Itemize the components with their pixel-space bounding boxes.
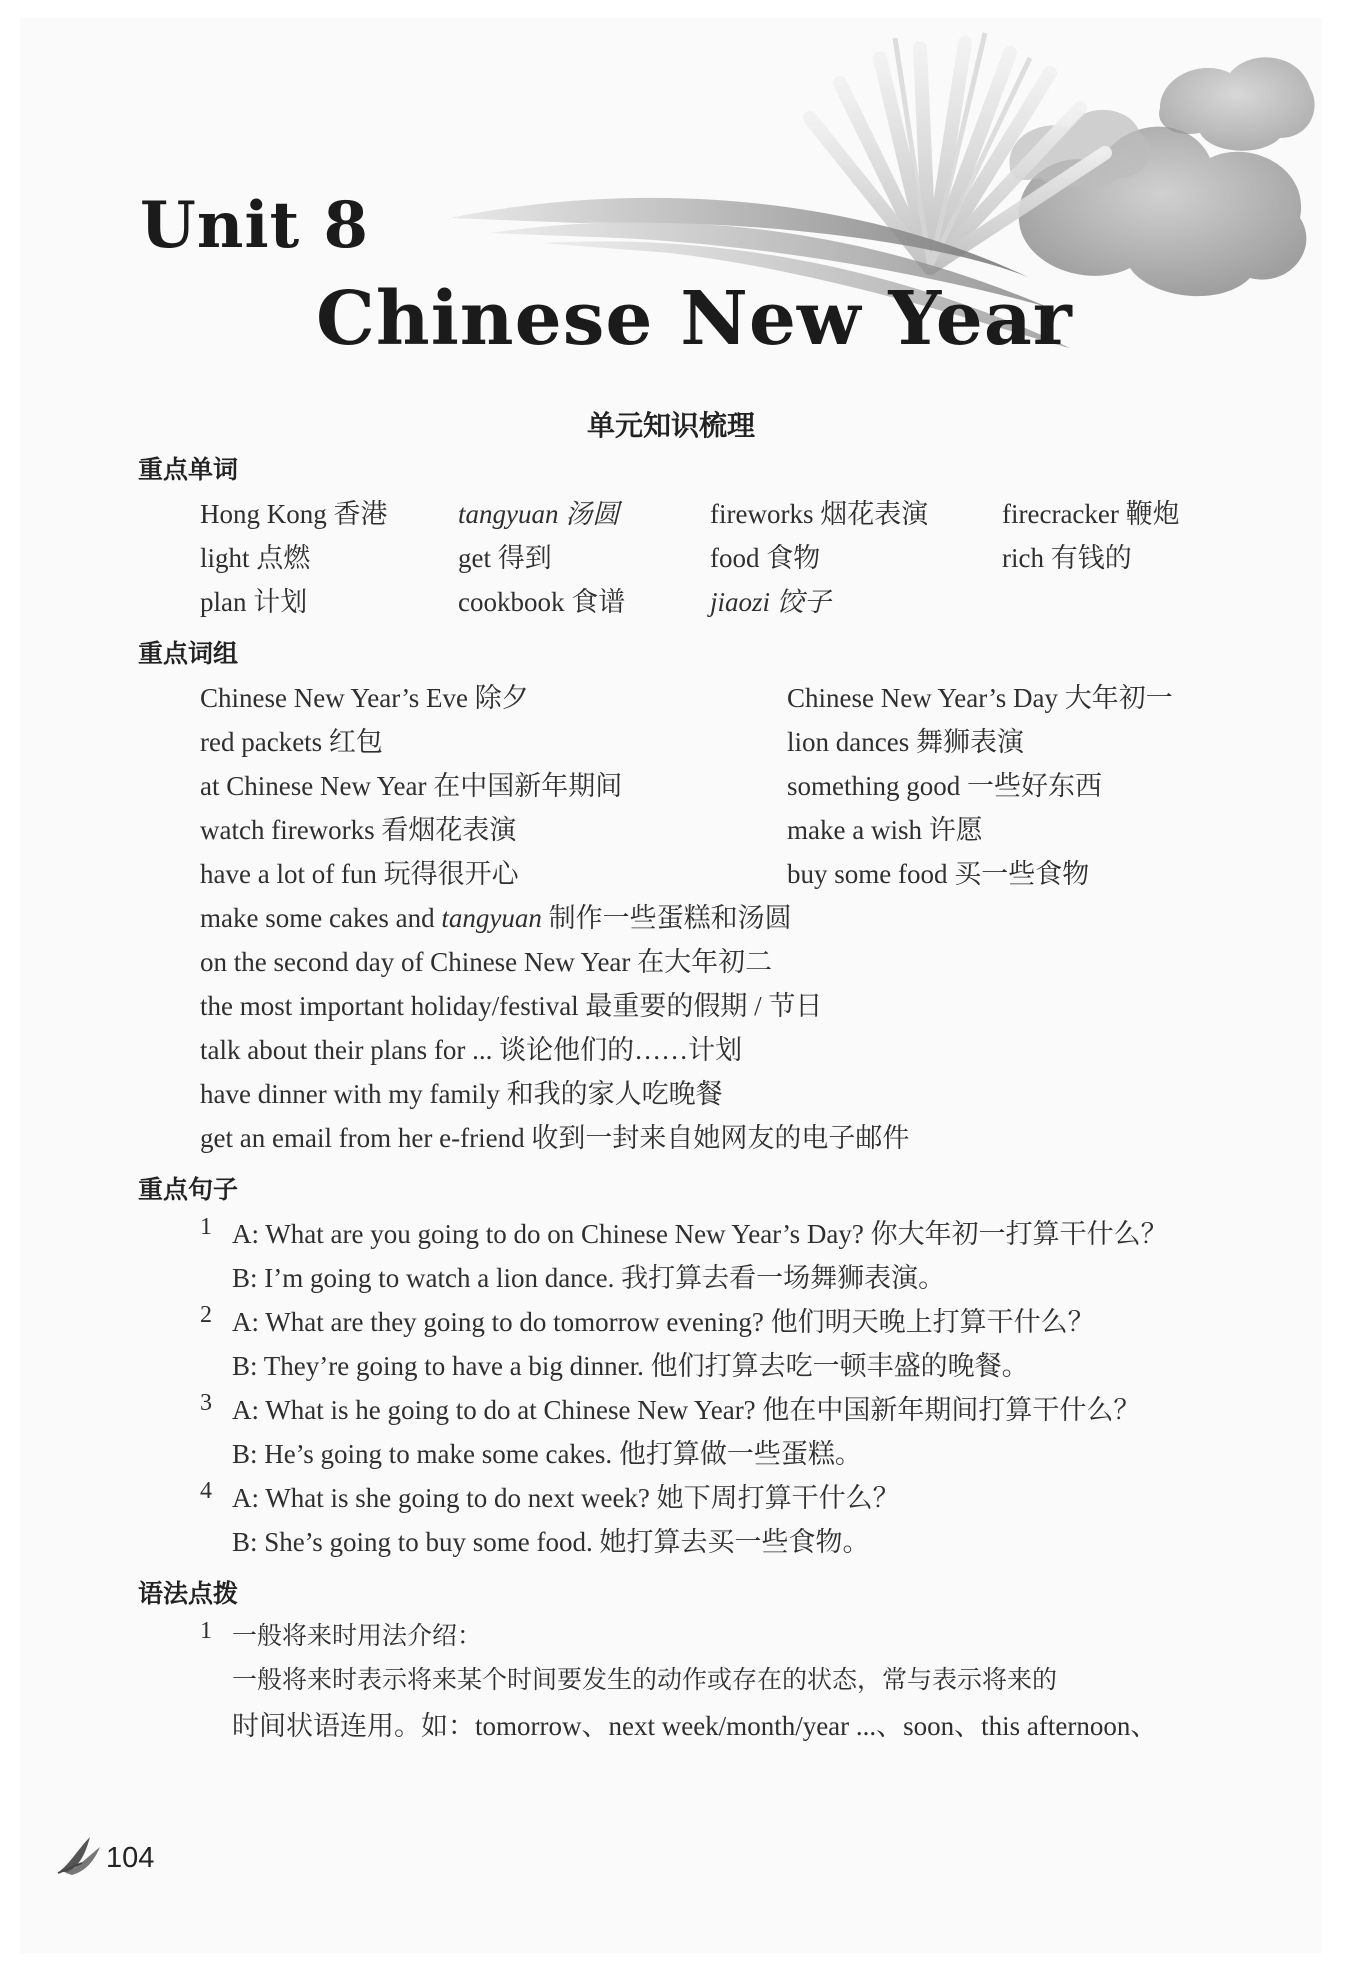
- page-number: 104: [106, 1842, 155, 1874]
- grammar-text: 时间状语连用。如：tomorrow、next week/month/year ...、soon、this afternoon、: [232, 1711, 1158, 1741]
- vocab-item: get 得到: [458, 543, 552, 573]
- grammar-number: 1: [200, 1618, 212, 1644]
- vocab-item: food 食物: [710, 543, 821, 573]
- vocab-item: Hong Kong 香港: [200, 499, 388, 529]
- sentence-number: 1: [200, 1214, 212, 1240]
- vocab-item: firecracker 鞭炮: [1002, 499, 1180, 529]
- vocab-item: tangyuan 汤圆: [458, 499, 620, 529]
- phrase-item: lion dances 舞狮表演: [787, 727, 1024, 757]
- sentence-b: B: They’re going to have a big dinner. 他们打算去吃一顿丰盛的晚餐。: [232, 1351, 1029, 1381]
- phrase-item: Chinese New Year’s Eve 除夕: [200, 683, 529, 713]
- sentence-b: B: She’s going to buy some food. 她打算去买一些食物。: [232, 1527, 870, 1557]
- sentence-b: B: I’m going to watch a lion dance. 我打算去看一场舞狮表演。: [232, 1263, 946, 1293]
- phrase-item: have dinner with my family 和我的家人吃晚餐: [200, 1079, 723, 1109]
- sentences-heading: 重点句子: [138, 1175, 239, 1204]
- vocab-item: plan 计划: [200, 587, 308, 617]
- vocab-item: cookbook 食谱: [458, 587, 626, 617]
- phrase-item: get an email from her e-friend 收到一封来自她网友的电子邮件: [200, 1123, 910, 1153]
- sentence-number: 4: [200, 1478, 212, 1504]
- sentence-b: B: He’s going to make some cakes. 他打算做一些蛋糕。: [232, 1439, 862, 1469]
- vocab-item: rich 有钱的: [1002, 543, 1132, 573]
- sentence-a: A: What are you going to do on Chinese New Year’s Day? 你大年初一打算干什么？: [232, 1219, 1168, 1249]
- grammar-heading: 语法点拨: [138, 1579, 239, 1608]
- sentence-a: A: What are they going to do tomorrow evening? 他们明天晚上打算干什么？: [232, 1307, 1095, 1337]
- vocab-heading: 重点单词: [138, 455, 239, 484]
- grammar-text: 一般将来时表示将来某个时间要发生的动作或存在的状态，常与表示将来的: [232, 1665, 1058, 1694]
- phrase-item: make some cakes and tangyuan 制作一些蛋糕和汤圆: [200, 903, 792, 933]
- grammar-title: 一般将来时用法介绍：: [232, 1621, 483, 1650]
- phrase-item: watch fireworks 看烟花表演: [200, 815, 517, 845]
- phrase-item: the most important holiday/festival 最重要的假期 / 节日: [200, 991, 823, 1021]
- vocab-item: jiaozi 饺子: [710, 587, 831, 617]
- section-title: 单元知识梳理: [586, 409, 755, 442]
- sentence-number: 2: [200, 1302, 212, 1328]
- sentence-a: A: What is he going to do at Chinese New Year? 他在中国新年期间打算干什么？: [232, 1395, 1141, 1425]
- phrase-item: make a wish 许愿: [787, 815, 983, 845]
- sentence-number: 3: [200, 1390, 212, 1416]
- page-title: Chinese New Year: [316, 276, 1073, 362]
- phrase-item: on the second day of Chinese New Year 在大年初二: [200, 947, 773, 977]
- textbook-page: [20, 18, 1322, 1953]
- phrase-item: red packets 红包: [200, 727, 383, 757]
- leaf-icon: [56, 1833, 102, 1877]
- sentence-a: A: What is she going to do next week? 她下周打算干什么？: [232, 1483, 900, 1513]
- unit-label: Unit 8: [140, 188, 370, 263]
- phrase-item: Chinese New Year’s Day 大年初一: [787, 683, 1173, 713]
- phrase-item: have a lot of fun 玩得很开心: [200, 859, 519, 889]
- phrase-item: something good 一些好东西: [787, 771, 1102, 801]
- phrase-item: buy some food 买一些食物: [787, 859, 1090, 889]
- phrases-heading: 重点词组: [138, 639, 239, 668]
- vocab-item: light 点燃: [200, 543, 311, 573]
- phrase-item: talk about their plans for ... 谈论他们的……计划: [200, 1035, 743, 1065]
- vocab-item: fireworks 烟花表演: [710, 499, 929, 529]
- phrase-item: at Chinese New Year 在中国新年期间: [200, 771, 623, 801]
